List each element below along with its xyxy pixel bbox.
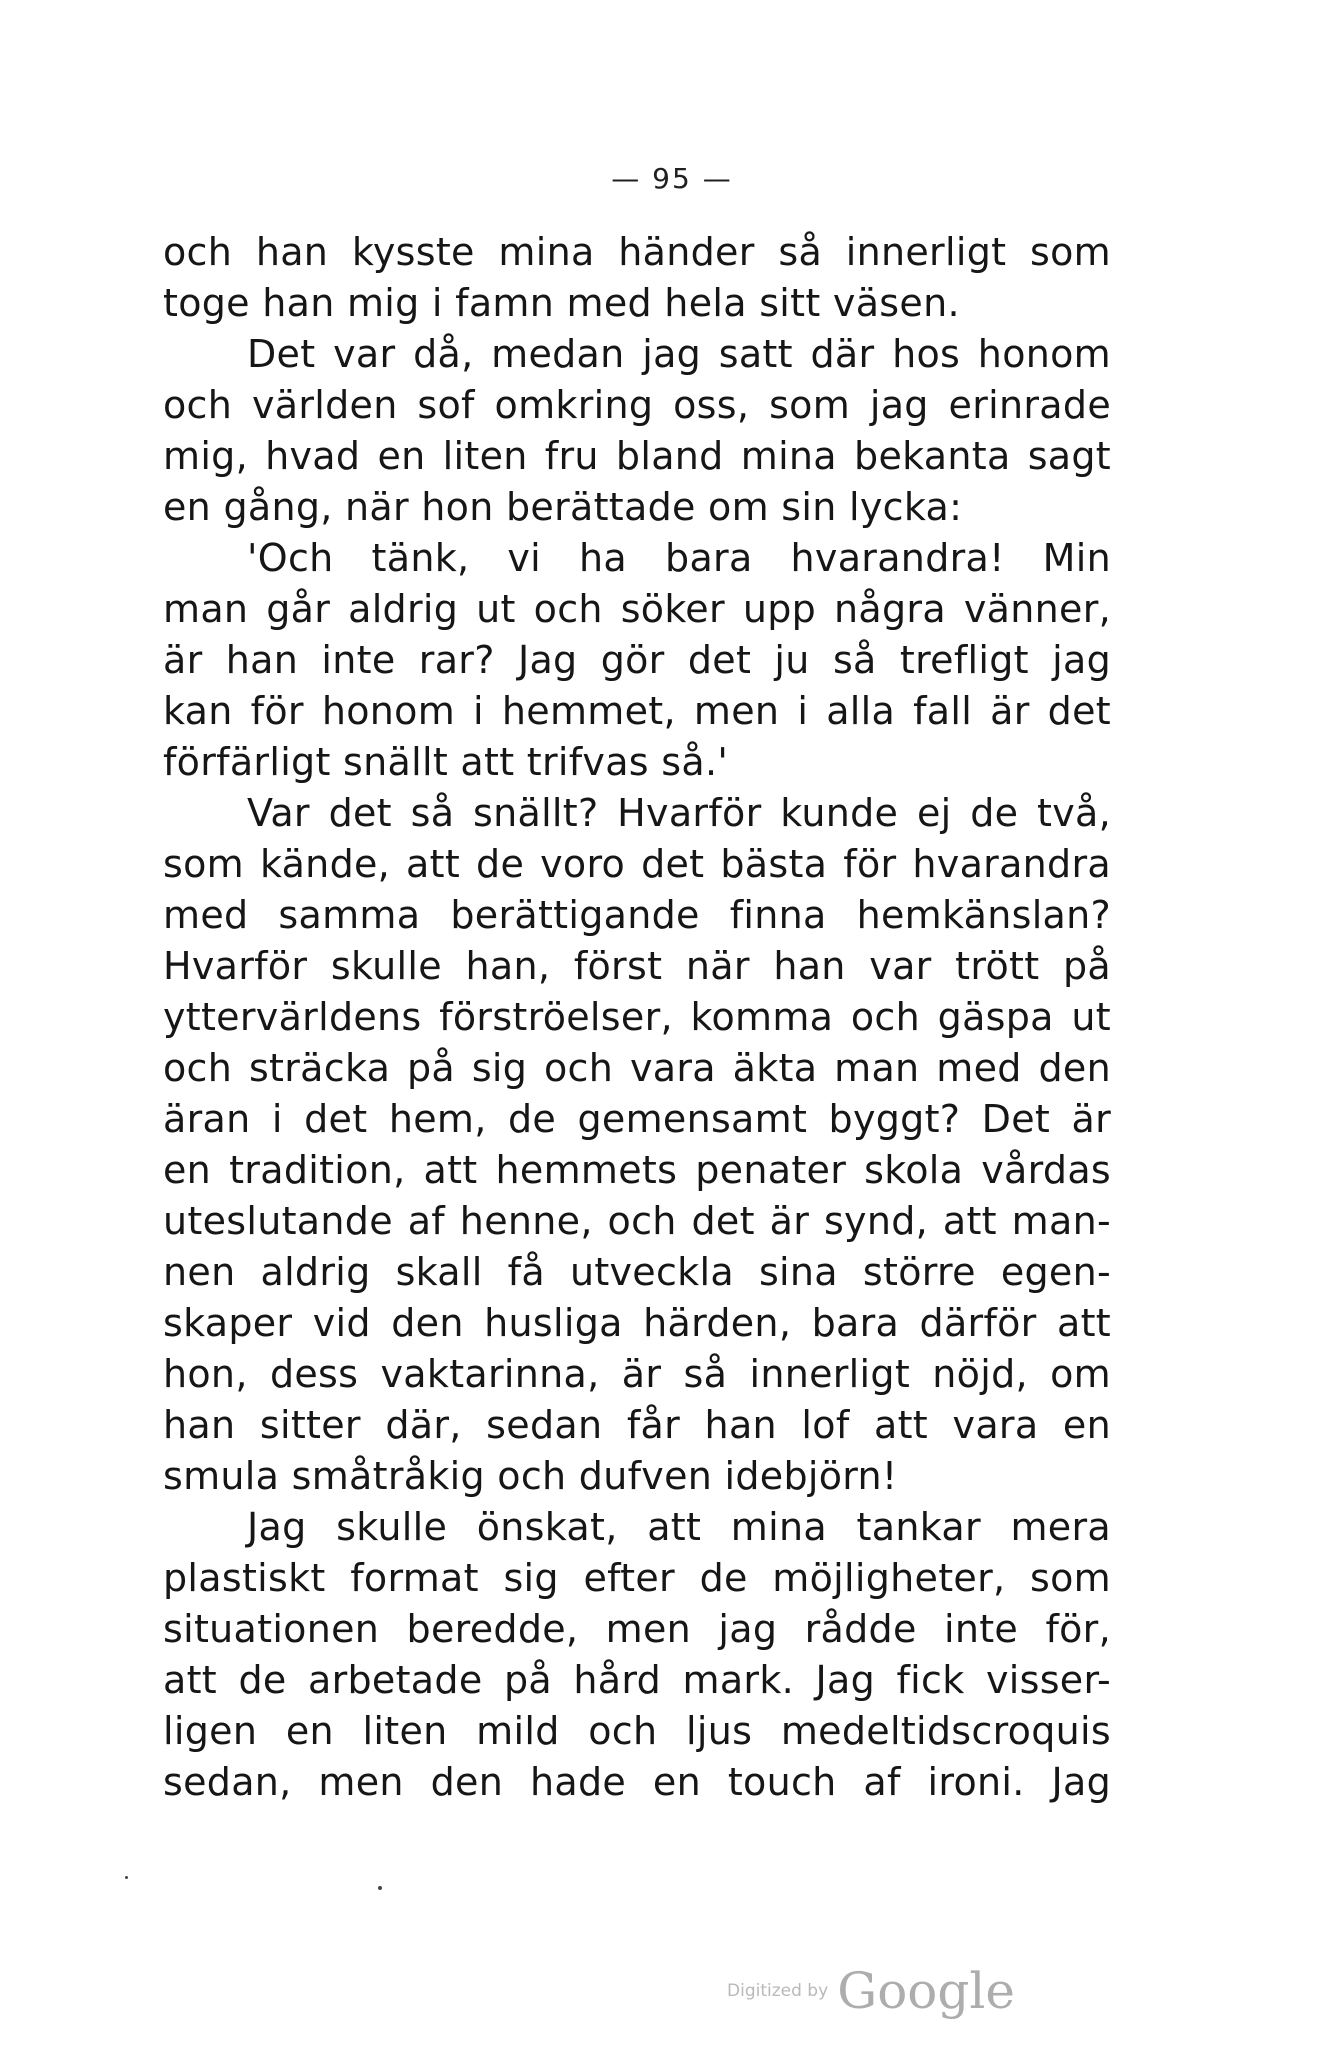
text-line: mig, hvad en liten fru bland mina bekanta sagt <box>163 434 1111 478</box>
text-line: är han inte rar? Jag gör det ju så trefligt jag <box>163 638 1111 682</box>
digitized-watermark <box>727 1962 1015 2020</box>
text-line: med samma berättigande finna hemkänslan? <box>163 893 1111 937</box>
text-line: Var det så snällt? Hvarför kunde ej de två, <box>247 791 1111 835</box>
text-line: en tradition, att hemmets penater skola vårdas <box>163 1148 1111 1192</box>
page-number: — 95 — <box>611 162 733 195</box>
text-line: man går aldrig ut och söker upp några vänner, <box>163 587 1111 631</box>
text-line: nen aldrig skall få utveckla sina större egen- <box>163 1250 1111 1294</box>
text-line: Hvarför skulle han, först när han var trött på <box>163 944 1111 988</box>
body-text <box>163 227 1111 1808</box>
text-line: smula småtråkig och dufven idebjörn! <box>163 1454 898 1498</box>
text-line: och sträcka på sig och vara äkta man med den <box>163 1046 1111 1090</box>
text-line: 'Och tänk, vi ha bara hvarandra! Min <box>247 536 1111 580</box>
stray-dot <box>125 1876 128 1879</box>
text-line: plastiskt format sig efter de möjligheter, som <box>163 1556 1111 1600</box>
text-line: situationen beredde, men jag rådde inte för, <box>163 1607 1111 1651</box>
watermark-prefix: Digitized by <box>727 1981 829 2001</box>
text-line: sedan, men den hade en touch af ironi. Jag <box>163 1760 1111 1804</box>
google-logo: Google <box>837 1962 1015 2020</box>
text-line: skaper vid den husliga härden, bara därför att <box>163 1301 1111 1345</box>
text-line: och världen sof omkring oss, som jag erinrade <box>163 383 1111 427</box>
text-line: att de arbetade på hård mark. Jag fick visser- <box>163 1658 1111 1702</box>
text-line: äran i det hem, de gemensamt byggt? Det är <box>163 1097 1111 1141</box>
text-line: ligen en liten mild och ljus medeltidscroquis <box>163 1709 1111 1753</box>
text-line: toge han mig i famn med hela sitt väsen. <box>163 281 960 325</box>
text-line: och han kysste mina händer så innerligt som <box>163 230 1111 274</box>
text-line: som kände, att de voro det bästa för hvarandra <box>163 842 1111 886</box>
text-line: Det var då, medan jag satt där hos honom <box>247 332 1111 376</box>
text-line: uteslutande af henne, och det är synd, att man- <box>163 1199 1111 1243</box>
text-line: yttervärldens förströelser, komma och gäspa ut <box>163 995 1111 1039</box>
text-line: han sitter där, sedan får han lof att vara en <box>163 1403 1111 1447</box>
text-line: förfärligt snällt att trifvas så.' <box>163 740 729 784</box>
text-line: Jag skulle önskat, att mina tankar mera <box>247 1505 1111 1549</box>
stray-dot <box>378 1886 382 1890</box>
text-line: kan för honom i hemmet, men i alla fall är det <box>163 689 1111 733</box>
text-line: hon, dess vaktarinna, är så innerligt nöjd, om <box>163 1352 1111 1396</box>
text-line: en gång, när hon berättade om sin lycka: <box>163 485 963 529</box>
